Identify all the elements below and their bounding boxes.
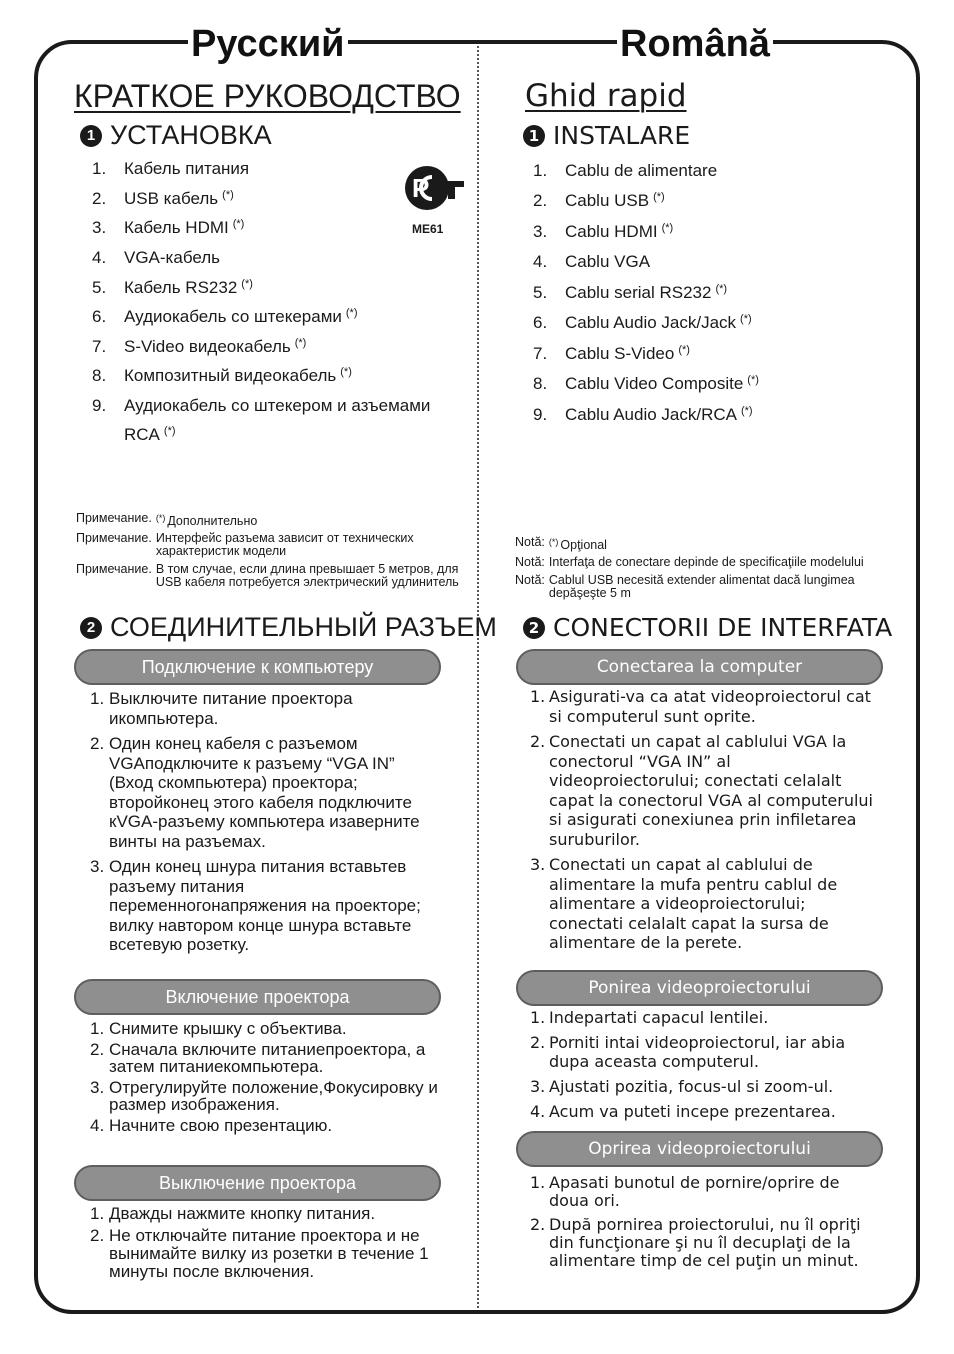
section-number: 1 — [80, 125, 102, 147]
subsection-connect-computer-ro: Conectarea la computer — [516, 649, 883, 685]
steps-connect-ru — [90, 689, 440, 961]
section-heading-interface-ro — [523, 613, 892, 642]
step-item: 2. Porniti intai videoproiectorul, iar abia dupa aceasta computerul. — [530, 1033, 846, 1071]
list-item: 8. Cablu Video Composite (*) — [533, 374, 759, 393]
list-item: 4. Cablu VGA — [533, 252, 651, 271]
list-item: 1. Кабель питания — [92, 159, 250, 178]
doc-title-ro: Ghid rapid — [525, 78, 687, 114]
step-item: 1. Indepartati capacul lentilei. — [530, 1008, 769, 1027]
list-item: 6. Аудиокабель со штекерами (*) — [92, 307, 358, 326]
subsection-power-off-ro: Oprirea videoproiectorului — [516, 1131, 883, 1167]
list-item: 7. S-Video видеокабель (*) — [92, 337, 307, 356]
step-item: 4. Acum va puteti incepe prezentarea. — [530, 1102, 836, 1121]
note: Примечание. Интерфейс разъема зависит от технических характеристик модели — [76, 531, 414, 558]
step-item: 3. Conectati un capat al cablului de alimentare la mufa pentru cablul de alimentare a videoproiectorului; conectati celalalt capat la sursa de alimentare de la perete. — [530, 855, 838, 952]
list-item: 9. Cablu Audio Jack/RCA (*) — [533, 405, 753, 424]
step-item: 1. Apasati bunotul de pornire/oprire de doua ori. — [530, 1173, 840, 1210]
section-title: CONECTORII DE INTERFATA — [553, 613, 893, 642]
subsection-power-on-ro: Ponirea videoproiectorului — [516, 970, 883, 1006]
list-item: 2. USB кабель (*) — [92, 189, 234, 208]
subsection-power-on-ru: Включение проектора — [74, 979, 441, 1015]
list-item: 3. Кабель HDMI (*) — [92, 218, 245, 237]
subsection-connect-computer-ru: Подключение к компьютеру — [74, 649, 441, 685]
list-item: 5. Cablu serial RS232 (*) — [533, 283, 728, 302]
list-item: 1. Cablu de alimentare — [533, 161, 718, 180]
section-heading-install-ro — [523, 121, 690, 150]
lang-title-ro: Română — [617, 22, 773, 66]
svg-text:P: P — [412, 173, 430, 203]
step-item: 2. După pornirea proiectorului, nu îl opriţi din funcţionare şi nu îl decuplaţi de la alimentare timp de cel puţin un minut. — [530, 1215, 861, 1270]
section-title: INSTALARE — [553, 121, 691, 150]
section-number: 2 — [523, 617, 545, 639]
section-title: УСТАНОВКА — [110, 120, 272, 150]
section-heading-interface-ru — [80, 612, 497, 643]
section-number: 2 — [80, 617, 102, 639]
step-item: 3. Один конец шнура питания вставьтев разъему питания переменногонапряжения на проекторе; вилку навтором конце шнура вставьте всетевую розетку. — [90, 857, 421, 954]
lang-title-ru: Русский — [188, 22, 348, 66]
steps-power-on-ro — [530, 1008, 882, 1127]
step-item: 2. Один конец кабеля с разъемом VGAподключите к разъему “VGA IN” (Вход скомпьютера) проектора; второйконец этого кабеля подключите кVGA-разъему компьютера изаверните винты на разъемах. — [90, 734, 420, 851]
list-item: 4. VGA-кабель — [92, 248, 221, 267]
steps-power-on-ru — [90, 1020, 442, 1138]
step-item: 1. Дважды нажмите кнопку питания. — [90, 1204, 376, 1223]
section-heading-install-ru — [80, 120, 272, 151]
step-item: 3. Отрегулируйте положение,Фокусировку и размер изображения. — [90, 1078, 438, 1114]
step-item: 4. Начните свою презентацию. — [90, 1116, 333, 1135]
list-item: 5. Кабель RS232 (*) — [92, 278, 253, 297]
steps-power-off-ro — [530, 1174, 882, 1276]
note: Notă: Cablul USB necesită extender alimentat dacă lungimea depăşeşte 5 m — [515, 573, 855, 600]
step-item: 2. Сначала включите питаниепроектора, а затем питаниекомпьютера. — [90, 1040, 426, 1076]
step-item: 1. Выключите питание проектора икомпьютера. — [90, 689, 353, 728]
note: Notă: (*) Opţional — [515, 535, 607, 552]
list-item: 9. Аудиокабель со штекером и азъемами — [92, 396, 431, 415]
section-title: СОЕДИНИТЕЛЬНЫЙ РАЗЪЕМ — [110, 612, 497, 642]
list-item: 3. Cablu HDMI (*) — [533, 222, 674, 241]
list-item: 2. Cablu USB (*) — [533, 191, 665, 210]
note: Notă: Interfaţa de conectare depinde de specificaţiile modelului — [515, 555, 864, 569]
subsection-power-off-ru: Выключение проектора — [74, 1165, 441, 1201]
list-item-continuation: RCA (*) — [124, 425, 176, 444]
step-item: 2. Conectati un capat al cablului VGA la conectorul “VGA IN” al videoproiectorului; conectati celalalt capat la conectorul VGA al computerului si asigurati conexiunea prin infiletarea suruburilor. — [530, 732, 873, 849]
step-item: 3. Ajustati pozitia, focus-ul si zoom-ul. — [530, 1077, 834, 1096]
list-item: 6. Cablu Audio Jack/Jack (*) — [533, 313, 752, 332]
doc-title-ru: КРАТКОЕ РУКОВОДСТВО — [74, 78, 461, 114]
note: Примечание. В том случае, если длина превышает 5 метров, для USB кабеля потребуется электрический удлинитель — [76, 562, 459, 589]
steps-connect-ro — [530, 687, 882, 959]
note: Примечание. (*) Дополнительно — [76, 511, 258, 528]
step-item: 1. Снимите крышку с объектива. — [90, 1019, 347, 1038]
step-item: 2. Не отключайте питание проектора и не вынимайте вилку из розетки в течение 1 минуты после включения. — [90, 1226, 429, 1281]
section-number: 1 — [523, 125, 545, 147]
steps-power-off-ru — [90, 1205, 440, 1285]
gost-certification-mark — [402, 163, 466, 213]
list-item: 7. Cablu S-Video (*) — [533, 344, 690, 363]
column-divider — [477, 46, 479, 1308]
certification-code: ME61 — [412, 222, 444, 236]
step-item: 1. Asigurati-va ca atat videoproiectorul cat si computerul sunt oprite. — [530, 687, 871, 726]
list-item: 8. Композитный видеокабель (*) — [92, 366, 352, 385]
